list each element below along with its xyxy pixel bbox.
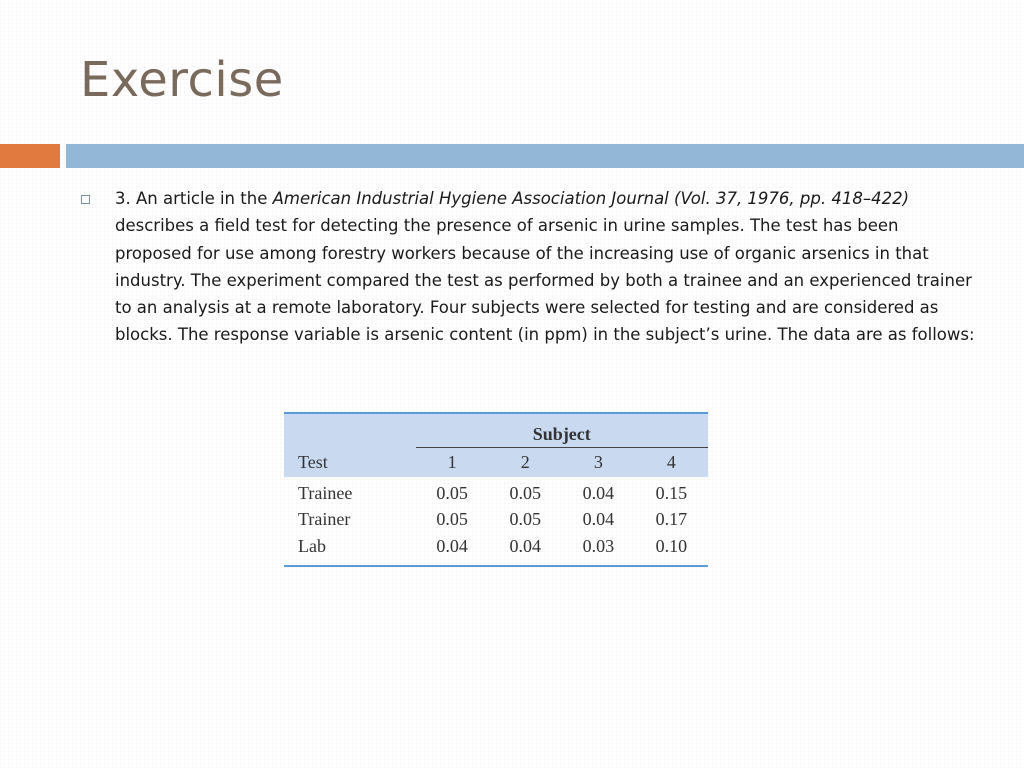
table-cell: 0.05 <box>509 482 541 503</box>
table-cell: 0.05 <box>436 482 468 503</box>
table-cell: 0.04 <box>582 509 615 530</box>
journal-citation: American Industrial Hygiene Association Journal (Vol. 37, 1976, pp. 418–422) <box>272 189 910 208</box>
exercise-paragraph <box>115 185 975 349</box>
table-cell: 0.10 <box>635 534 708 566</box>
paragraph-text-after: describes a field test for detecting the presence of arsenic in urine samples. The test has been proposed for use among forestry workers because of the increasing use of organic arsenics in that industry. The experiment compared the test as performed by both a trainee and an experienced trainer to an analysis at a remote laboratory. Four subjects were selected for testing and are considered as blocks. The response variable is arsenic content (in ppm) in the subject’s urine. The data are as follows: <box>115 216 975 345</box>
table-cell: 0.04 <box>582 482 615 503</box>
row-label: Lab <box>284 534 401 566</box>
table-row <box>284 506 708 535</box>
row-label: Trainee <box>298 482 353 503</box>
table-cell: 0.04 <box>416 534 489 566</box>
column-header: 3 <box>562 447 635 477</box>
accent-bar-blue <box>66 144 1024 168</box>
accent-bar-orange <box>0 144 60 168</box>
hollow-square-bullet-icon <box>81 195 90 204</box>
column-header: 2 <box>489 447 562 477</box>
column-header: 1 <box>416 447 489 477</box>
subject-group-header: Subject <box>416 413 708 447</box>
slide-title: Exercise <box>80 52 284 108</box>
row-label: Trainer <box>298 509 351 530</box>
table-cell: 0.03 <box>562 534 635 566</box>
arsenic-data-table <box>284 412 708 567</box>
table-header-row-group <box>284 413 708 447</box>
table-cell: 0.05 <box>436 509 468 530</box>
paragraph-text-before: 3. An article in the <box>115 189 273 208</box>
test-column-header: Test <box>284 447 401 477</box>
table-row <box>284 477 708 506</box>
table-cell: 0.04 <box>489 534 562 566</box>
table-cell: 0.05 <box>509 509 541 530</box>
column-header: 4 <box>635 447 708 477</box>
header-empty-cell <box>284 413 401 447</box>
table-cell: 0.17 <box>655 509 688 530</box>
table-header-row-columns <box>284 447 708 477</box>
table-cell: 0.15 <box>655 482 688 503</box>
table-row <box>284 534 708 566</box>
